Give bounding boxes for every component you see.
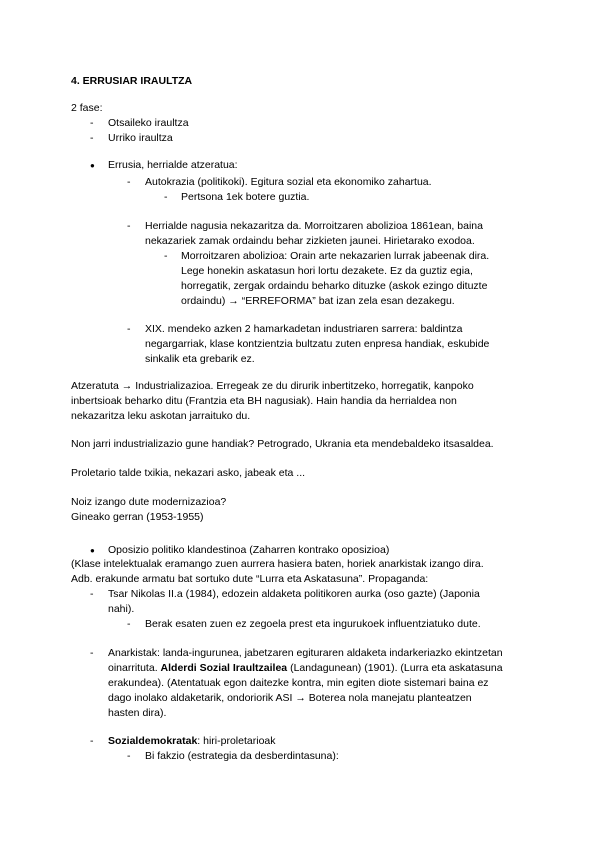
dash-marker: - bbox=[127, 750, 131, 762]
dash-marker: - bbox=[127, 323, 131, 335]
paragraph-line: Non jarri industrializazio gune handiak? Petrogrado, Ukrania eta mendebaldeko itsasaldea. bbox=[71, 438, 494, 450]
paragraph-line bbox=[108, 661, 503, 676]
paragraph-line: negargarriak, klase kontzientzia bultzatu zuten enpresa handiak, eskubide bbox=[145, 338, 490, 350]
paragraph-line: Bi fakzio (estrategia da desberdintasuna): bbox=[145, 750, 339, 762]
paragraph-line: Berak esaten zuen ez zegoela prest eta ingurukoek influentziatuko dute. bbox=[145, 618, 481, 630]
list-item: Pertsona 1ek botere guztia. bbox=[181, 191, 310, 203]
paragraph-line: Anarkistak: landa-ingurunea, jabetzaren egituraren aldaketa indarkeriazko ekintzetan bbox=[108, 647, 503, 659]
party-name: Alderdi Sozial Iraultzailea bbox=[160, 662, 288, 674]
dash-marker: - bbox=[127, 220, 131, 232]
paragraph-line: inbertsioak beharko ditu (Frantzia eta BH nagusiak). Hain handia da herrialdea non bbox=[71, 395, 457, 407]
list-item: Urriko iraultza bbox=[108, 132, 173, 144]
list-item: Otsaileko iraultza bbox=[108, 117, 189, 129]
dash-marker: - bbox=[164, 191, 168, 203]
text-run: oinarrituta. bbox=[108, 662, 161, 674]
dash-marker: - bbox=[127, 618, 131, 630]
dash-marker: - bbox=[90, 117, 94, 129]
paragraph-line: Noiz izango dute modernizazioa? bbox=[71, 496, 227, 508]
dash-marker: - bbox=[90, 735, 94, 747]
bullet-marker: ● bbox=[90, 161, 95, 170]
list-item: Autokrazia (politikoki). Egitura sozial eta ekonomiko zahartua. bbox=[145, 176, 432, 188]
group-name: Sozialdemokratak bbox=[108, 735, 198, 747]
paragraph-line: XIX. mendeko azken 2 hamarkadetan industriaren sarrera: baldintza bbox=[145, 323, 463, 335]
dash-marker: - bbox=[90, 132, 94, 144]
paragraph-line: horregatik, zergak ordaindu beharko dituzke (askok ezingo dituzte bbox=[181, 280, 488, 292]
paragraph-line: ordaindu) → “ERREFORMA” bat izan zela esan dezakegu. bbox=[181, 295, 455, 307]
page-title: 4. ERRUSIAR IRAULTZA bbox=[71, 75, 193, 87]
bullet-marker: ● bbox=[90, 546, 95, 555]
paragraph-line bbox=[108, 734, 276, 749]
paragraph-line: Adb. erakunde armatu bat sortuko dute “Lurra eta Askatasuna”. Propaganda: bbox=[71, 573, 429, 585]
dash-marker: - bbox=[164, 250, 168, 262]
paragraph-line: Proletario talde txikia, nekazari asko, jabeak eta ... bbox=[71, 467, 306, 479]
paragraph-line: hasten dira). bbox=[108, 707, 167, 719]
text-run: : hiri-proletarioak bbox=[197, 735, 276, 747]
text-run: (Landagunean) (1901). (Lurra eta askatasuna bbox=[287, 662, 503, 674]
paragraph-line: nekazaritza leku askotan jarraituko du. bbox=[71, 410, 251, 422]
paragraph-line: Tsar Nikolas II.a (1984), edozein aldaketa politikoren aurka (oso gazte) (Japonia bbox=[108, 588, 480, 600]
errusia-heading: Errusia, herrialde atzeratua: bbox=[108, 159, 238, 171]
dash-marker: - bbox=[90, 647, 94, 659]
dash-marker: - bbox=[90, 588, 94, 600]
paragraph-line: (Klase intelektualak eramango zuen aurrera hasiera baten, horiek anarkistak izango dira. bbox=[71, 558, 484, 570]
paragraph-line: nekazariek zamak ordaindu behar zizkieten jaunei. Hirietarako exodoa. bbox=[145, 235, 475, 247]
fases-intro: 2 fase: bbox=[71, 102, 103, 114]
paragraph-line: erakundea). (Atentatuak egon daitezke kontra, min egiten diote sistemari baina ez bbox=[108, 677, 489, 689]
paragraph-line: Atzeratuta → Industrializazioa. Erregeak ze du dirurik inbertitzeko, horregatik, kanpoko bbox=[71, 380, 474, 392]
paragraph-line: Morroitzaren abolizioa: Orain arte nekazarien lurrak jabeenak dira. bbox=[181, 250, 490, 262]
paragraph-line: dago inolako aldaketarik, ondoriorik ASI → Boterea nola manejatu planteatzen bbox=[108, 692, 472, 704]
dash-marker: - bbox=[127, 176, 131, 188]
paragraph-line: Lege honekin askatasun hori lortu dezakete. Ez da guztiz egia, bbox=[181, 265, 473, 277]
paragraph-line: nahi). bbox=[108, 603, 135, 615]
oposizio-heading: Oposizio politiko klandestinoa (Zaharren kontrako oposizioa) bbox=[108, 544, 390, 556]
paragraph-line: Herrialde nagusia nekazaritza da. Morroitzaren abolizioa 1861ean, baina bbox=[145, 220, 483, 232]
paragraph-line: Gineako gerran (1953-1955) bbox=[71, 511, 204, 523]
paragraph-line: sinkalik eta grebarik ez. bbox=[145, 353, 255, 365]
